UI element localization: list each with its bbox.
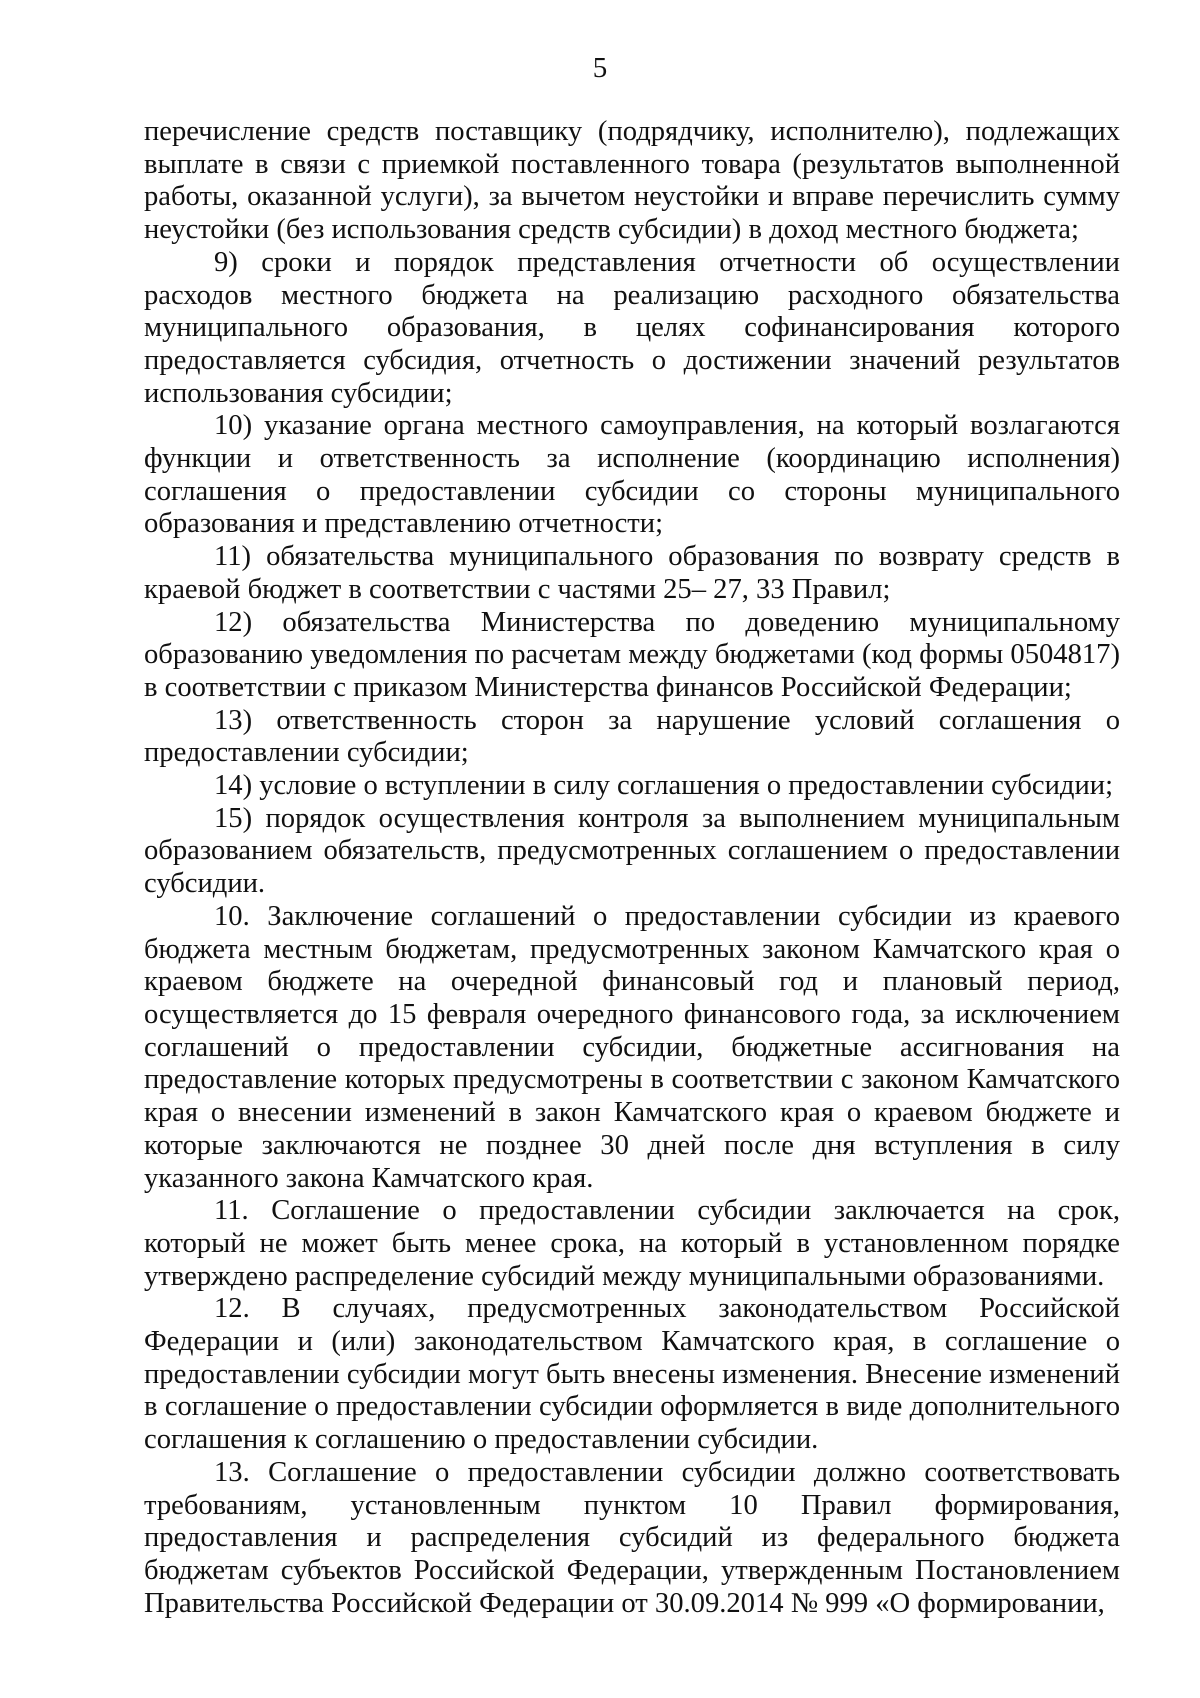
- paragraph-clause-13: 13. Соглашение о предоставлении субсидии должно соответствовать требованиям, установленным пунктом 10 Правил формирования, предоставления и распределения субсидий из федерального бюджета бюджетам субъектов Российской Федерации, утвержденным Постановлением Правительства Российской Федерации от 30.09.2014 № 999 «О формировании,: [144, 1456, 1120, 1619]
- paragraph-item-14: 14) условие о вступлении в силу соглашения о предоставлении субсидии;: [214, 770, 1114, 802]
- paragraph-item-13: 13) ответственность сторон за нарушение условий соглашения о предоставлении субсидии;: [144, 704, 1120, 769]
- paragraph-continuation: перечисление средств поставщику (подрядчику, исполнителю), подлежащих выплате в связи с приемкой поставленного товара (результатов выполненной работы, оказанной услуги), за вычетом неустойки и вправе перечислить сумму неустойки (без использования средств субсидии) в доход местного бюджета;: [144, 116, 1120, 246]
- paragraph-item-9: 9) сроки и порядок представления отчетности об осуществлении расходов местного бюджета на реализацию расходного обязательства муниципального образования, в целях софинансирования которого предоставляется субсидия, отчетность о достижении значений результатов использования субсидии;: [144, 246, 1120, 409]
- paragraph-item-12: 12) обязательства Министерства по доведению муниципальному образованию уведомления по расчетам между бюджетами (код формы 0504817) в соответствии с приказом Министерства финансов Российской Федерации;: [144, 606, 1120, 703]
- paragraph-clause-12: 12. В случаях, предусмотренных законодательством Российской Федерации и (или) законодательством Камчатского края, в соглашение о предоставлении субсидии могут быть внесены изменения. Внесение изменений в соглашение о предоставлении субсидии оформляется в виде дополнительного соглашения к соглашению о предоставлении субсидии.: [144, 1293, 1120, 1456]
- paragraph-clause-11: 11. Соглашение о предоставлении субсидии заключается на срок, который не может быть менее срока, на который в установленном порядке утверждено распределение субсидий между муниципальными образованиями.: [144, 1195, 1120, 1292]
- paragraph-item-10: 10) указание органа местного самоуправления, на который возлагаются функции и ответственность за исполнение (координацию исполнения) соглашения о предоставлении субсидии со стороны муниципального образования и представлению отчетности;: [144, 410, 1120, 540]
- paragraph-item-11: 11) обязательства муниципального образования по возврату средств в краевой бюджет в соответствии с частями 25– 27, 33 Правил;: [144, 541, 1120, 605]
- paragraph-item-15: 15) порядок осуществления контроля за выполнением муниципальным образованием обязательств, предусмотренных соглашением о предоставлении субсидии.: [144, 802, 1120, 900]
- page-number: 5: [592, 52, 608, 84]
- document-body: [144, 116, 1120, 1620]
- paragraph-clause-10: 10. Заключение соглашений о предоставлении субсидии из краевого бюджета местным бюджетам, предусмотренных законом Камчатского края о краевом бюджете на очередной финансовый год и плановый период, осуществляется до 15 февраля очередного финансового года, за исключением соглашений о предоставлении субсидии, бюджетные ассигнования на предоставление которых предусмотрены в соответствии с законом Камчатского края о внесении изменений в закон Камчатского края о краевом бюджете и которые заключаются не позднее 30 дней после дня вступления в силу указанного закона Камчатского края.: [144, 900, 1120, 1194]
